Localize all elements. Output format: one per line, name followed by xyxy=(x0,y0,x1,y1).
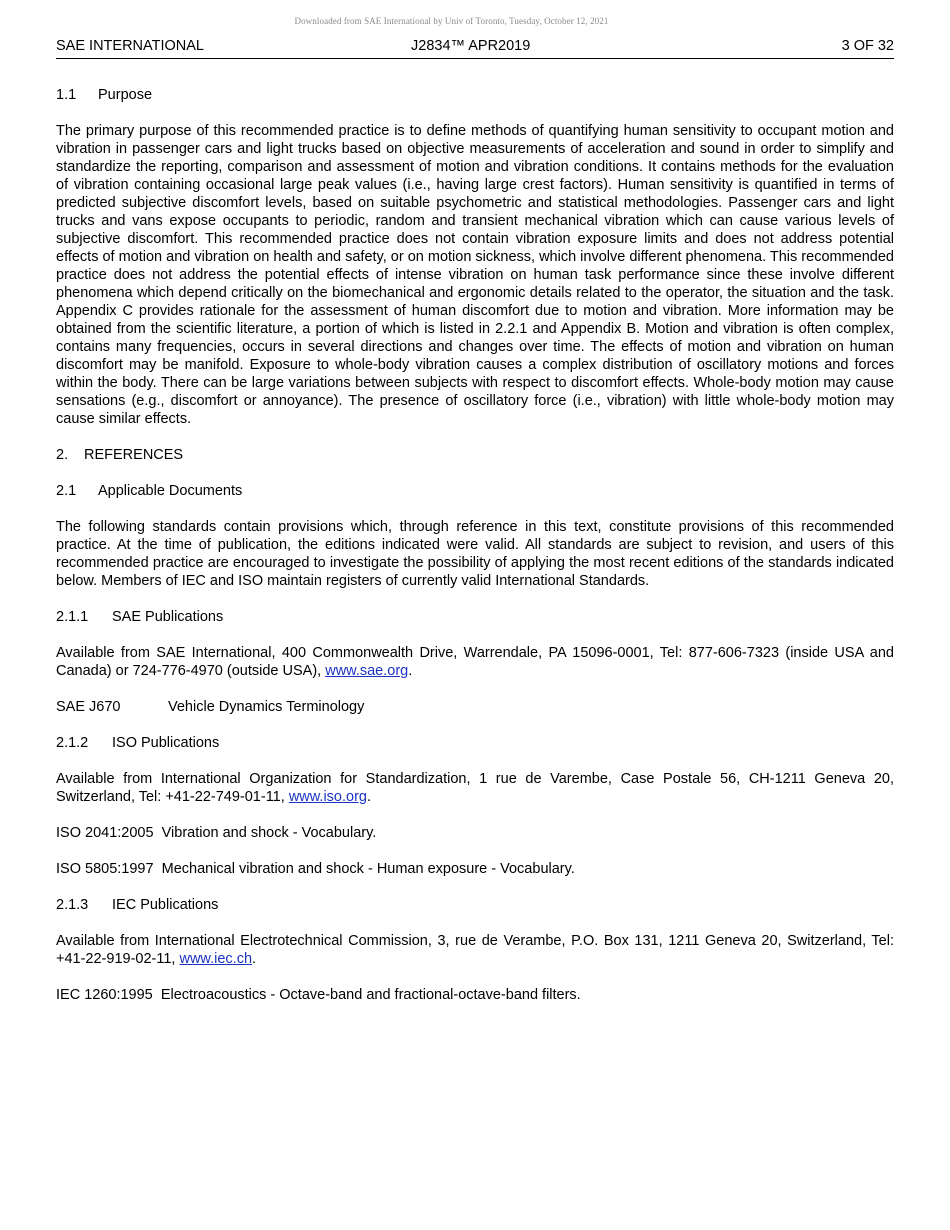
document-number: J2834™ APR2019 xyxy=(411,38,531,54)
reference-code: SAE J670 xyxy=(56,699,121,715)
punctuation: . xyxy=(366,789,372,805)
purpose-paragraph: The primary purpose of this recommended practice is to define methods of quantifying human sensitivity to occupant motion and vibration in passenger cars and light trucks based on objective measurements of acceleration and sound in order to simplify and standardize the reporting, comparison and assessment of motion and vibration conditions. It contains methods for the evaluation of vibration containing occasional large peak values (i.e., having large crest factors). Human sensitivity is quantified in terms of predicted subjective discomfort levels, based on suitable psychometric and statistical methodologies. Passenger cars and light trucks and vans expose occupants to periodic, random and transient mechanical vibration which can cause various levels of subjective discomfort. This recommended practice does not contain vibration exposure limits and does not address potential effects of motion and vibration on health and safety, or on motion sickness, which involve different phenomena. This recommended practice does not address the potential effects of intense vibration on human task performance since these involve different phenomena which depend critically on the biomechanical and ergonomic details related to the operator, the situation and the task. Appendix C provides rationale for the assessment of human discomfort due to motion and vibration. More information may be obtained from the scientific literature, a portion of which is listed in 2.2.1 and Appendix B. Motion and vibration is often complex, contains many frequencies, occurs in several directions and changes over time. The effects of motion and vibration on human discomfort may be manifold. Exposure to whole-body vibration causes a complex distribution of oscillatory motions and forces within the body. There can be large variations between subjects with respect to discomfort effects. Whole-body motion may cause sensations (e.g., discomfort or annoyance). The presence of oscillatory force (i.e., vibration) with little whole-body motion may cause similar effects. xyxy=(56,123,894,427)
section-title: SAE Publications xyxy=(112,609,224,625)
download-watermark: Downloaded from SAE International by Univ of Toronto, Tuesday, October 12, 2021 xyxy=(294,16,609,26)
section-title: Applicable Documents xyxy=(98,483,243,499)
section-number: 1.1 xyxy=(56,87,77,103)
sae-availability-paragraph xyxy=(56,644,894,680)
section-heading-applicable-documents xyxy=(56,482,894,500)
section-heading-sae-publications xyxy=(56,608,894,626)
section-number: 2.1.2 xyxy=(56,735,89,751)
reference-title: Vehicle Dynamics Terminology xyxy=(168,699,365,715)
reference-entry xyxy=(56,986,894,1004)
reference-title: Mechanical vibration and shock - Human exposure - Vocabulary. xyxy=(161,861,575,877)
iso-website-link[interactable]: www.iso.org xyxy=(288,789,367,805)
availability-text: Available from International Electrotechnical Commission, 3, rue de Verambe, P.O. Box 131, 1211 Geneva 20, Switzerland, Tel: +41-22-919-02-11, xyxy=(56,933,894,967)
iso-availability-paragraph xyxy=(56,770,894,806)
section-title: Purpose xyxy=(98,87,153,103)
section-title: ISO Publications xyxy=(112,735,220,751)
section-heading-iec-publications xyxy=(56,896,894,914)
reference-code: ISO 2041:2005 xyxy=(56,825,154,841)
punctuation: . xyxy=(252,951,257,967)
applicable-documents-paragraph: The following standards contain provisions which, through reference in this text, constitute provisions of this recommended practice. At the time of publication, the editions indicated were valid. All standards are subject to revision, and users of this recommended practice are encouraged to investigate the possibility of applying the most recent editions of the standards indicated below. Members of IEC and ISO maintain registers of currently valid International Standards. xyxy=(56,519,894,589)
page-number: 3 OF 32 xyxy=(841,38,894,54)
section-number: 2.1.1 xyxy=(56,609,89,625)
sae-website-link[interactable]: www.sae.org xyxy=(325,663,409,679)
section-heading-purpose xyxy=(56,86,894,104)
section-heading-iso-publications xyxy=(56,734,894,752)
iec-availability-paragraph xyxy=(56,932,894,968)
section-number: 2.1 xyxy=(56,483,77,499)
section-heading-references xyxy=(56,446,894,464)
availability-text: Available from SAE International, 400 Commonwealth Drive, Warrendale, PA 15096-0001, Tel: 877-606-7323 (inside USA and Canada) or 724-776-4970 (outside USA), xyxy=(56,645,894,679)
reference-entry xyxy=(56,824,894,842)
availability-text: Available from International Organization for Standardization, 1 rue de Varembe, Case Postale 56, CH-1211 Geneva 20, Switzerland, Tel: +41-22-749-01-11, xyxy=(56,771,894,805)
reference-entry xyxy=(56,860,894,878)
reference-code: ISO 5805:1997 xyxy=(56,861,154,877)
section-title: REFERENCES xyxy=(84,447,184,463)
section-title: IEC Publications xyxy=(112,897,219,913)
section-number: 2.1.3 xyxy=(56,897,89,913)
reference-title: Vibration and shock - Vocabulary. xyxy=(161,825,377,841)
reference-code: IEC 1260:1995 xyxy=(56,987,153,1003)
reference-title: Electroacoustics - Octave-band and fractional-octave-band filters. xyxy=(160,987,581,1003)
section-number: 2. xyxy=(56,447,69,463)
running-header xyxy=(56,38,894,59)
iec-website-link[interactable]: www.iec.ch xyxy=(179,951,253,967)
publisher-name: SAE INTERNATIONAL xyxy=(56,38,204,54)
punctuation: . xyxy=(408,663,413,679)
document-body xyxy=(56,86,894,1022)
reference-entry xyxy=(56,698,894,716)
